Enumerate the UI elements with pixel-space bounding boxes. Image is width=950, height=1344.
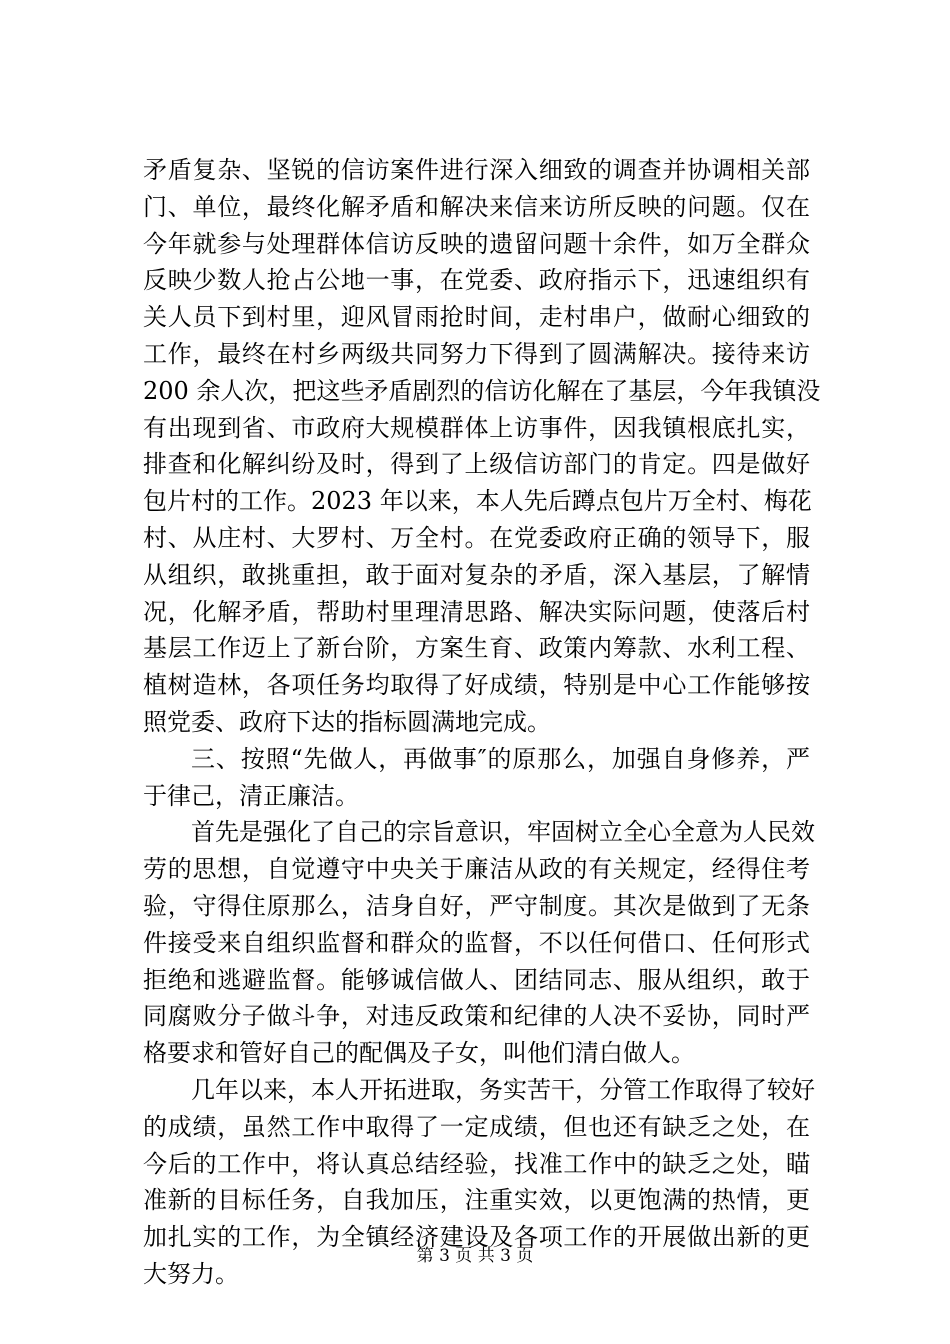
- paragraph-line: 有出现到省、市政府大规模群体上访事件，因我镇根底扎实，: [143, 413, 810, 442]
- paragraph-line: 首先是强化了自己的宗旨意识，牢固树立全心全意为人民效: [191, 818, 815, 847]
- paragraph-line: 村、从庄村、大罗村、万全村。在党委政府正确的领导下，服: [143, 523, 810, 552]
- paragraph-line: 200 余人次，把这些矛盾剧烈的信访化解在了基层，今年我镇没: [143, 376, 821, 405]
- paragraph-line: 的成绩，虽然工作中取得了一定成绩，但也还有缺乏之处，在: [143, 1112, 810, 1141]
- paragraph-line: 照党委、政府下达的指标圆满地完成。: [143, 707, 551, 736]
- paragraph-line: 三、按照“先做人，再做事″的原那么，加强自身修养，严: [191, 744, 810, 773]
- paragraph: [143, 152, 821, 741]
- paragraph-line: 件接受来自组织监督和群众的监督，不以任何借口、任何形式: [143, 928, 810, 957]
- paragraph-line: 今年就参与处理群体信访反映的遗留问题十余件，如万全群众: [143, 229, 810, 258]
- paragraph-line: 同腐败分子做斗争，对违反政策和纪律的人决不妥协，同时严: [143, 1002, 810, 1031]
- paragraph-line: 植树造林，各项任务均取得了好成绩，特别是中心工作能够按: [143, 671, 810, 700]
- paragraph-line: 况，化解矛盾，帮助村里理清思路、解决实际问题，使落后村: [143, 597, 810, 626]
- paragraph-line: 门、单位，最终化解矛盾和解决来信来访所反映的问题。仅在: [143, 192, 810, 221]
- paragraph: [143, 741, 810, 815]
- paragraph-line: 包片村的工作。2023 年以来，本人先后蹲点包片万全村、梅花: [143, 487, 812, 516]
- document-body: [143, 152, 821, 1293]
- paragraph-line: 准新的目标任务，自我加压，注重实效，以更饱满的热情，更: [143, 1186, 810, 1215]
- paragraph-line: 今后的工作中，将认真总结经验，找准工作中的缺乏之处，瞄: [143, 1149, 810, 1178]
- paragraph-line: 格要求和管好自己的配偶及子女，叫他们清白做人。: [143, 1039, 695, 1068]
- paragraph-line: 反映少数人抢占公地一事，在党委、政府指示下，迅速组织有: [143, 266, 810, 295]
- paragraph-line: 排查和化解纠纷及时，得到了上级信访部门的肯定。四是做好: [143, 450, 810, 479]
- paragraph-line: 工作，最终在村乡两级共同努力下得到了圆满解决。接待来访: [143, 339, 810, 368]
- paragraph-line: 关人员下到村里，迎风冒雨抢时间，走村串户，做耐心细致的: [143, 303, 810, 332]
- paragraph-line: 验，守得住原那么，洁身自好，严守制度。其次是做到了无条: [143, 891, 810, 920]
- page-footer: 第 3 页 共 3 页: [416, 1246, 534, 1266]
- paragraph-line: 基层工作迈上了新台阶，方案生育、政策内筹款、水利工程、: [143, 634, 810, 663]
- paragraph-line: 矛盾复杂、坚锐的信访案件进行深入细致的调查并协调相关部: [143, 156, 810, 184]
- paragraph-line: 于律己，清正廉洁。: [143, 781, 359, 810]
- paragraph-line: 劳的思想，自觉遵守中央关于廉洁从政的有关规定，经得住考: [143, 855, 810, 884]
- paragraph-line: 从组织，敢挑重担，敢于面对复杂的矛盾，深入基层，了解情: [143, 560, 810, 589]
- paragraph-line: 加扎实的工作，为全镇经济建设及各项工作的开展做出新的更: [143, 1223, 810, 1252]
- paragraph-line: 拒绝和逃避监督。能够诚信做人、团结同志、服从组织，敢于: [143, 965, 810, 994]
- paragraph: [143, 814, 815, 1072]
- paragraph-line: 大努力。: [143, 1259, 239, 1288]
- paragraph-line: 几年以来，本人开拓进取，务实苦干，分管工作取得了较好: [191, 1075, 815, 1104]
